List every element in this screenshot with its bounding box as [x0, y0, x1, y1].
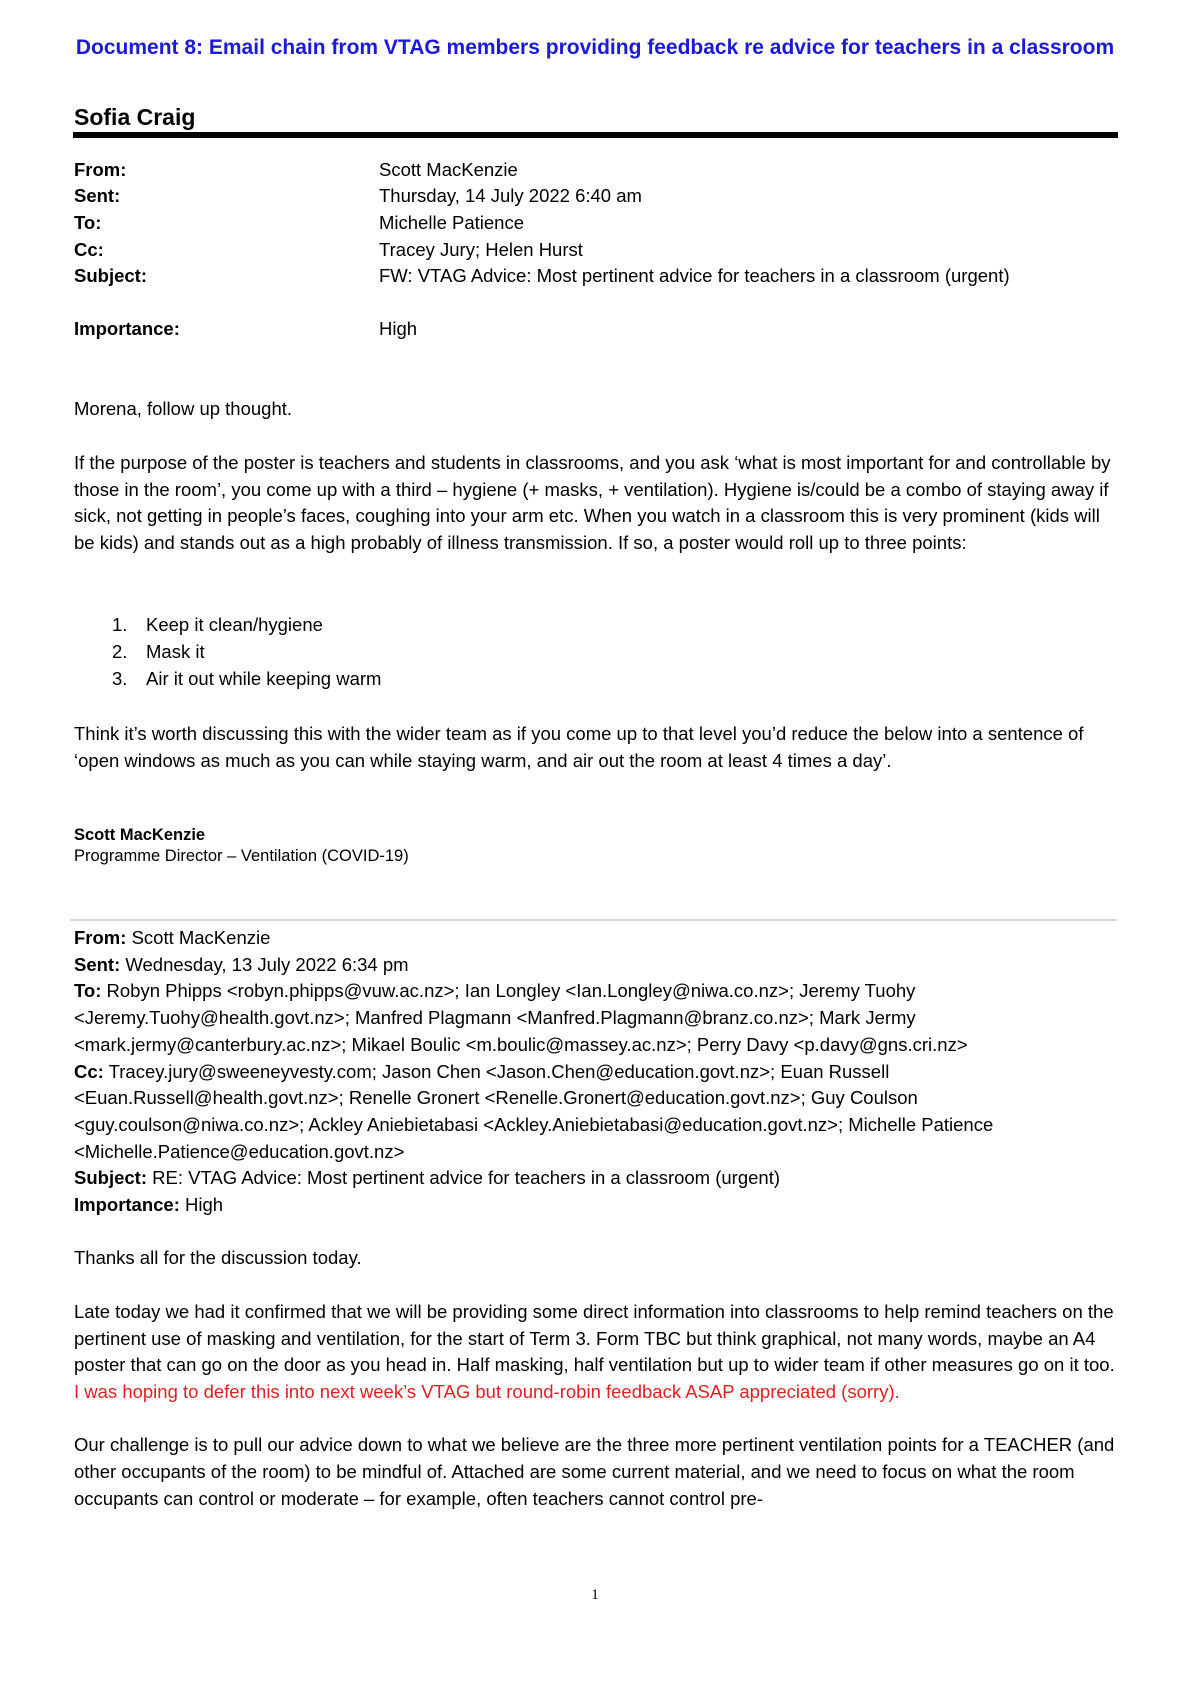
email2-from: Scott MacKenzie: [131, 927, 271, 948]
email2-subject-label: Subject:: [74, 1167, 147, 1189]
email2-to-line: [74, 978, 1119, 1058]
email1-subject: FW: VTAG Advice: Most pertinent advice for teachers in a classroom (urgent): [379, 265, 1010, 286]
list-text: Mask it: [146, 641, 205, 662]
email1-to-label: To:: [74, 212, 102, 233]
email2-paragraph-1: [74, 1299, 1119, 1406]
list-item: [112, 641, 205, 663]
email2-sent: Wednesday, 13 July 2022 6:34 pm: [125, 953, 409, 975]
email1-from: Scott MacKenzie: [379, 159, 518, 180]
email2-block: [74, 925, 1119, 1512]
email1-importance: High: [379, 318, 418, 339]
email1-paragraph-1: If the purpose of the poster is teachers and students in classrooms, and you ask ‘what is most important for and controllable by those in the room’, you come up with a third – hygiene (+ masks, + ventilation). Hygiene is/could be a combo of staying away if sick, not getting in people’s faces, coughing into your arm etc. When you watch in a classroom this is very prominent (kids will be kids) and stands out as a high probably of illness transmission. If so, a poster would roll up to three points:: [74, 452, 1111, 554]
email2-importance: High: [185, 1194, 224, 1216]
email2-subject: RE: VTAG Advice: Most pertinent advice for teachers in a classroom (urgent): [152, 1167, 781, 1189]
list-text: Air it out while keeping warm: [146, 668, 382, 689]
list-item: [112, 614, 323, 636]
list-number: 3.: [112, 668, 128, 689]
email2-sent-label: Sent:: [74, 953, 121, 975]
list-number: 2.: [112, 641, 128, 662]
email2-subject-line: [74, 1165, 1119, 1192]
email2-to: Robyn Phipps <robyn.phipps@vuw.ac.nz>; Ian Longley <Ian.Longley@niwa.co.nz>; Jeremy Tuohy <Jeremy.Tuohy@health.govt.nz>; Manfred Plagmann <Manfred.Plagmann@branz.co.nz>; Mark Jermy <mark.jermy@canterbury.ac.nz>; Mikael Boulic <m.boulic@massey.ac.nz>; Perry Davy <p.davy@gns.cri.nz>: [74, 980, 968, 1055]
email2-from-label: From:: [74, 927, 127, 948]
email1-sent-label: Sent:: [74, 185, 121, 206]
email1-to: Michelle Patience: [379, 212, 524, 233]
list-item: [112, 668, 381, 690]
email2-cc-line: [74, 1059, 1119, 1166]
email2-from-line: [74, 925, 1119, 952]
email2-to-label: To:: [74, 980, 102, 1002]
email2-importance-line: [74, 1192, 1119, 1219]
list-text: Keep it clean/hygiene: [146, 614, 323, 635]
email-separator: [70, 919, 1117, 921]
email2-paragraph-2: Our challenge is to pull our advice down to what we believe are the three more pertinent ventilation points for a TEACHER (and other occupants of the room) to be mindful of. Attached are some current material, and we need to focus on what the room occupants can control or moderate – for example, often teachers cannot control pre-: [74, 1434, 1115, 1509]
signature-role: Programme Director – Ventilation (COVID-19): [74, 847, 409, 865]
owner-divider: [73, 132, 1118, 138]
email2-highlight-text: I was hoping to defer this into next week’s VTAG but round-robin feedback ASAP appreciated (sorry).: [74, 1380, 900, 1402]
document-title: Document 8: Email chain from VTAG members providing feedback re advice for teachers in a classroom: [75, 36, 1115, 59]
email2-importance-label: Importance:: [74, 1194, 180, 1216]
email2-cc-label: Cc:: [74, 1060, 104, 1082]
signature-name: Scott MacKenzie: [74, 826, 206, 844]
email1-subject-label: Subject:: [74, 265, 147, 286]
document-owner: Sofia Craig: [74, 104, 196, 130]
list-number: 1.: [112, 614, 128, 635]
email1-paragraph-2: Think it’s worth discussing this with the wider team as if you come up to that level you’d reduce the below into a sentence of ‘open windows as much as you can while staying warm, and air out the room at least 4 times a day’.: [74, 723, 1084, 771]
email2-paragraph-1-text: Late today we had it confirmed that we will be providing some direct information into classrooms to help remind teachers on the pertinent use of masking and ventilation, for the start of Term 3. Form TBC but think graphical, not many words, maybe an A4 poster that can go on the door as you head in. Half masking, half ventilation but up to wider team if other measures go on it too.: [74, 1300, 1115, 1376]
email1-greeting: Morena, follow up thought.: [74, 398, 293, 419]
email2-greeting: Thanks all for the discussion today.: [74, 1247, 362, 1269]
email1-sent: Thursday, 14 July 2022 6:40 am: [379, 185, 642, 206]
email2-sent-line: [74, 952, 1119, 979]
email1-from-label: From:: [74, 159, 127, 180]
email1-cc: Tracey Jury; Helen Hurst: [379, 239, 583, 260]
email1-importance-label: Importance:: [74, 318, 180, 339]
page-number: 1: [591, 1587, 599, 1603]
email2-cc: Tracey.jury@sweeneyvesty.com; Jason Chen <Jason.Chen@education.govt.nz>; Euan Russell <Euan.Russell@health.govt.nz>; Renelle Gronert <Renelle.Gronert@education.govt.nz>; Guy Coulson <guy.coulson@niwa.co.nz>; Ackley Aniebietabasi <Ackley.Aniebietabasi@education.govt.nz>; Michelle Patience <Michelle.Patience@education.govt.nz>: [74, 1060, 994, 1162]
email1-cc-label: Cc:: [74, 239, 104, 260]
